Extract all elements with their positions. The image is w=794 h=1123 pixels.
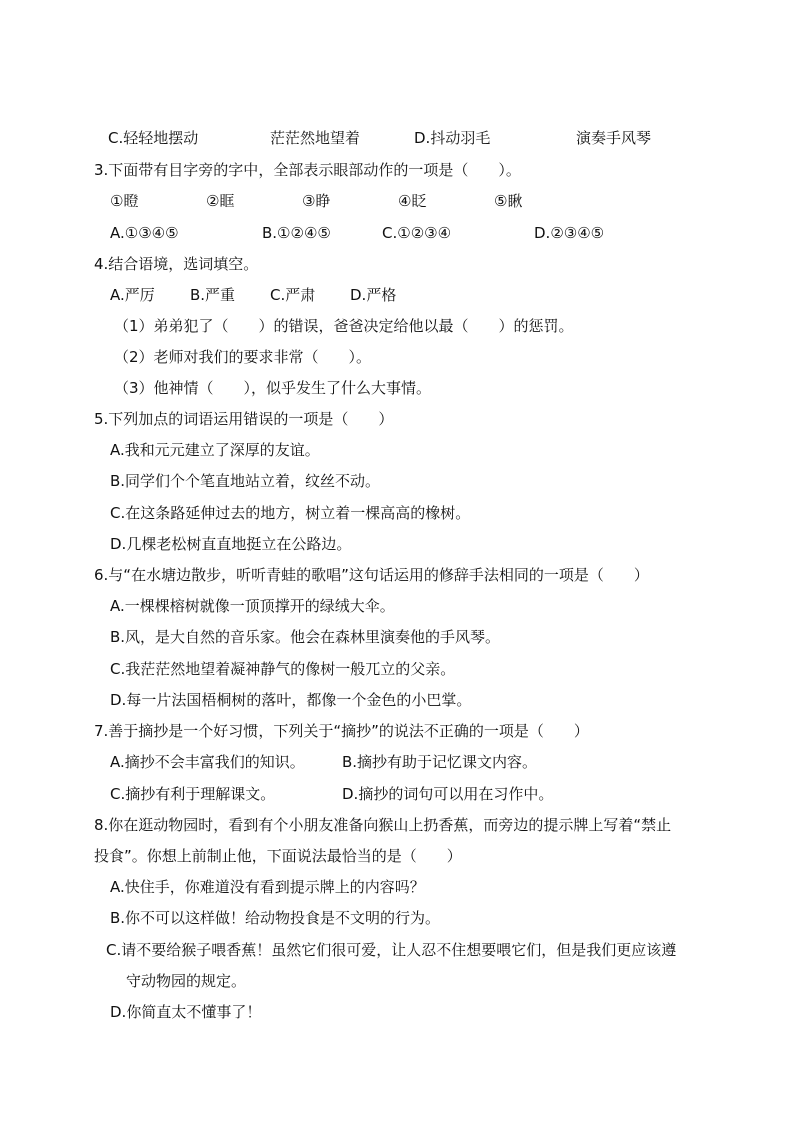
option-a: A.摘抄不会丰富我们的知识。 <box>110 753 305 771</box>
question-6-option-b: B.风，是大自然的音乐家。他会在森林里演奏他的手风琴。 <box>110 628 501 646</box>
question-6-option-d: D.每一片法国梧桐树的落叶，都像一个金色的小巴掌。 <box>110 691 472 709</box>
option-c: C.摘抄有利于理解课文。 <box>110 785 276 803</box>
question-5-option-d: D.几棵老松树直直地挺立在公路边。 <box>110 535 352 553</box>
question-4-sentence-3: （3）他神情（ ），似乎发生了什么大事情。 <box>114 379 432 397</box>
prev-question-options-row <box>0 128 794 148</box>
question-8-option-c-line-1: C.请不要给猴子喂香蕉！虽然它们很可爱，让人忍不住想要喂它们，但是我们更应该遵 <box>106 941 677 959</box>
question-3-chars <box>0 191 794 211</box>
question-8-option-b: B.你不可以这样做！给动物投食是不文明的行为。 <box>110 909 441 927</box>
question-6-option-a: A.一棵棵榕树就像一顶顶撑开的绿绒大伞。 <box>110 597 395 615</box>
question-6-stem: 6.与“在水塘边散步，听听青蛙的歌唱”这句话运用的修辞手法相同的一项是（ ） <box>94 566 649 584</box>
question-7-stem: 7.善于摘抄是一个好习惯，下列关于“摘抄”的说法不正确的一项是（ ） <box>94 722 589 740</box>
question-8-option-d: D.你简直太不懂事了！ <box>110 1003 262 1021</box>
option-a: A.严厉 <box>110 286 155 304</box>
option-d: D.严格 <box>350 286 397 304</box>
question-5-option-a: A.我和元元建立了深厚的友谊。 <box>110 441 320 459</box>
question-5-option-c: C.在这条路延伸过去的地方，树立着一棵高高的橡树。 <box>110 504 471 522</box>
question-4-stem: 4.结合语境，选词填空。 <box>94 255 259 273</box>
char-3: ③睁 <box>302 192 331 210</box>
option-c: C.严肃 <box>270 286 316 304</box>
option-a: A.①③④⑤ <box>110 224 179 242</box>
option-b: B.严重 <box>190 286 236 304</box>
question-5-stem: 5.下列加点的词语运用错误的一项是（ ） <box>94 410 394 428</box>
question-8-stem-line-1: 8.你在逛动物园时，看到有个小朋友准备向猴山上扔香蕉，而旁边的提示牌上写着“禁止 <box>94 816 672 834</box>
char-2: ②眶 <box>206 192 235 210</box>
char-4: ④眨 <box>398 192 427 210</box>
option-d: D.摘抄的词句可以用在习作中。 <box>342 785 554 803</box>
question-6-option-c: C.我茫茫然地望着凝神静气的像树一般兀立的父亲。 <box>110 660 456 678</box>
option-c-extra: 茫茫然地望着 <box>270 129 361 147</box>
question-8-option-a: A.快住手，你难道没有看到提示牌上的内容吗？ <box>110 878 425 896</box>
question-4-sentence-2: （2）老师对我们的要求非常（ ）。 <box>114 348 372 366</box>
question-5-option-b: B.同学们个个笔直地站立着，纹丝不动。 <box>110 472 381 490</box>
question-8-option-c-line-2: 守动物园的规定。 <box>126 972 247 990</box>
char-1: ①瞪 <box>110 192 139 210</box>
option-d: D.抖动羽毛 <box>414 129 491 147</box>
question-3-stem: 3.下面带有目字旁的字中，全部表示眼部动作的一项是（ ）。 <box>94 161 521 179</box>
char-5: ⑤瞅 <box>494 192 523 210</box>
option-c: C.轻轻地摆动 <box>108 129 199 147</box>
question-7-options-row-1 <box>0 752 794 772</box>
question-4-sentence-1: （1）弟弟犯了（ ）的错误，爸爸决定给他以最（ ）的惩罚。 <box>114 317 574 335</box>
option-b: B.摘抄有助于记忆课文内容。 <box>342 753 538 771</box>
option-c: C.①②③④ <box>382 224 452 242</box>
question-8-stem-line-2: 投食”。你想上前制止他，下面说法最恰当的是（ ） <box>94 847 462 865</box>
option-d: D.②③④⑤ <box>534 224 605 242</box>
question-4-options <box>0 285 794 305</box>
question-7-options-row-2 <box>0 784 794 804</box>
question-3-options <box>0 223 794 243</box>
option-d-extra: 演奏手风琴 <box>576 129 652 147</box>
option-b: B.①②④⑤ <box>262 224 331 242</box>
